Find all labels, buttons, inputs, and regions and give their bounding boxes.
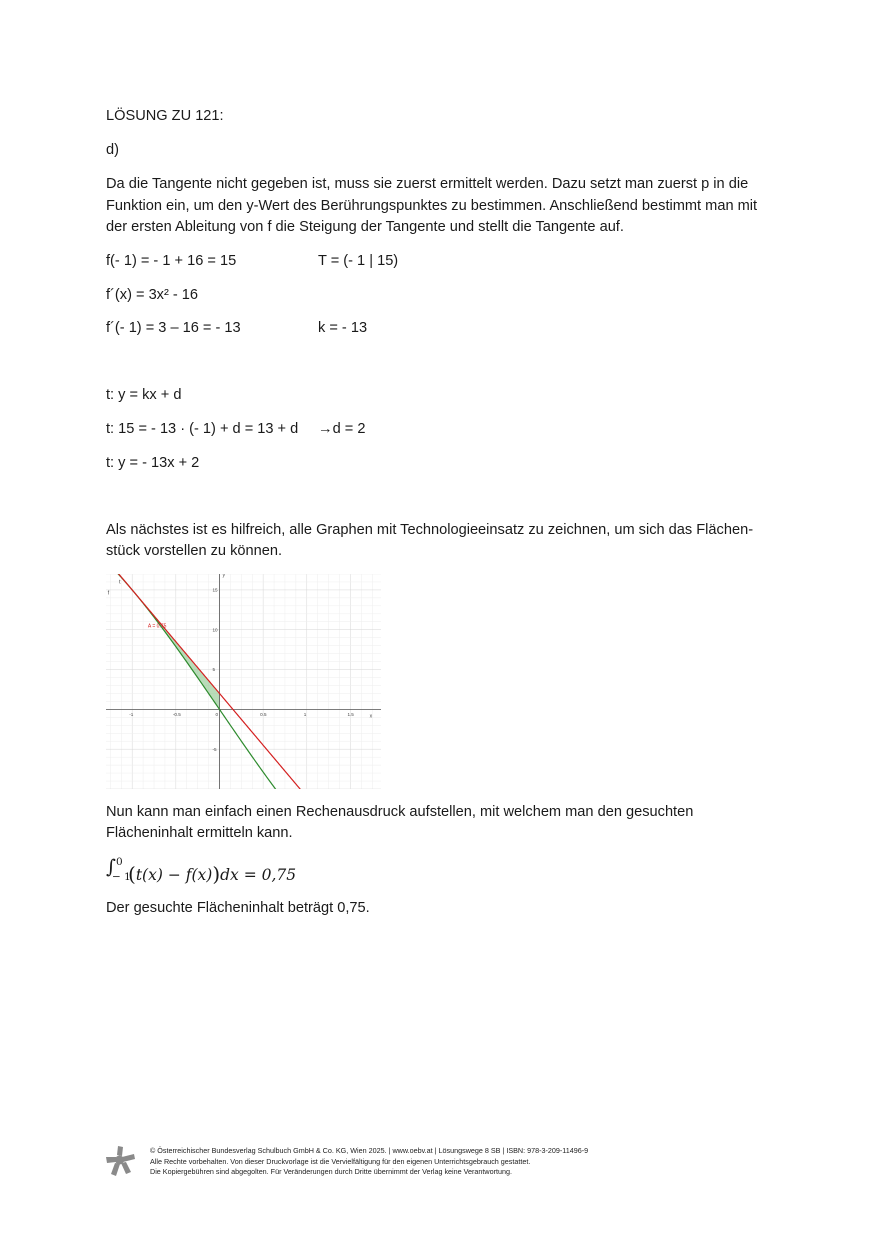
y-tick-label: -5 — [212, 746, 217, 752]
tangent-equation: t: y = - 13x + 2 — [106, 455, 200, 471]
expression-intro-line: Flächeninhalt ermitteln kann. — [106, 825, 293, 841]
label-t: t — [119, 579, 121, 586]
integral-body: (t(x) − f(x))dx = 0,75 — [128, 862, 297, 886]
publisher-logo-icon — [104, 1145, 136, 1177]
curve-f — [106, 574, 287, 789]
footer-copyright — [150, 1146, 588, 1178]
result-text: Der gesuchte Flächeninhalt beträgt 0,75. — [106, 900, 370, 916]
calc-slope: f´(- 1) = 3 – 16 = - 13 — [106, 320, 241, 336]
slope-k: k = - 13 — [318, 320, 368, 336]
function-graph — [106, 574, 381, 789]
graph-grid — [106, 574, 381, 789]
graph-intro-line: Als nächstes ist es hilfreich, alle Graphen mit Technologieeinsatz zu zeichnen, um sich das Flächen- — [106, 522, 754, 538]
integral-result: dx = 0,75 — [220, 866, 297, 884]
integral-upper-limit: 0 — [116, 856, 123, 868]
expression-intro-line: Nun kann man einfach einen Rechenausdruck aufstellen, mit welchem man den gesuchten — [106, 804, 694, 820]
intro-line: Funktion ein, um den y-Wert des Berührungspunktes zu bestimmen. Anschließend bestimmt man mit — [106, 198, 758, 214]
graph-intro-line: stück vorstellen zu können. — [106, 543, 283, 559]
x-tick-label: -0.5 — [172, 711, 181, 717]
intro-line: der ersten Ableitung von f die Steigung der Tangente und stellt die Tangente auf. — [106, 219, 624, 235]
calc-f-value: f(- 1) = - 1 + 16 = 15 — [106, 253, 237, 269]
tangent-solve-d: t: 15 = - 13 · (- 1) + d = 13 + d — [106, 421, 299, 437]
x-tick-label: 1.5 — [347, 711, 354, 717]
touch-point: T = (- 1 | 15) — [318, 253, 399, 269]
curve-t — [106, 574, 313, 789]
integrand-minus: − — [162, 866, 186, 884]
tangent-d-result: →d = 2 — [318, 421, 366, 437]
footer-line: © Österreichischer Bundesverlag Schulbuch GmbH & Co. KG, Wien 2025. | www.oebv.at | Lösungswege 8 SB | ISBN: 978-3-209-11496-9 — [150, 1146, 589, 1155]
x-tick-label: -1 — [129, 711, 134, 717]
x-axis-label: x — [369, 713, 373, 720]
part-label: d) — [106, 142, 119, 158]
y-tick-label: 5 — [212, 667, 216, 673]
calc-derivative: f´(x) = 3x² - 16 — [106, 287, 199, 303]
integral-sign: ∫ — [106, 856, 116, 878]
tangent-general: t: y = kx + d — [106, 387, 182, 403]
x-tick-label: 0.5 — [260, 711, 267, 717]
integral-expression — [106, 856, 297, 886]
x-tick-label: 1 — [303, 711, 307, 717]
footer-line: Die Kopiergebühren sind abgegolten. Für Veränderungen durch Dritte übernimmt der Verlag keine Verantwortung. — [150, 1167, 512, 1177]
integrand-t: t(x) — [135, 866, 163, 884]
area-label: A = 0.75 — [147, 623, 167, 630]
y-tick-label: 10 — [212, 627, 218, 633]
y-tick-label: 15 — [212, 587, 218, 593]
intro-line: Da die Tangente nicht gegeben ist, muss sie zuerst ermittelt werden. Dazu setzt man zuerst p in die — [106, 176, 749, 192]
x-tick-label: 0 — [215, 711, 219, 717]
label-f: f — [107, 590, 110, 597]
heading: LÖSUNG ZU 121: — [106, 108, 224, 124]
footer-line: Alle Rechte vorbehalten. Von dieser Druckvorlage ist die Vervielfältigung für den eigenen Unterrichtsgebrauch gestattet. — [150, 1156, 531, 1166]
integrand-f: f(x) — [185, 866, 213, 884]
y-axis-label: y — [222, 574, 225, 579]
integral-lower-limit: − 1 — [112, 871, 131, 883]
